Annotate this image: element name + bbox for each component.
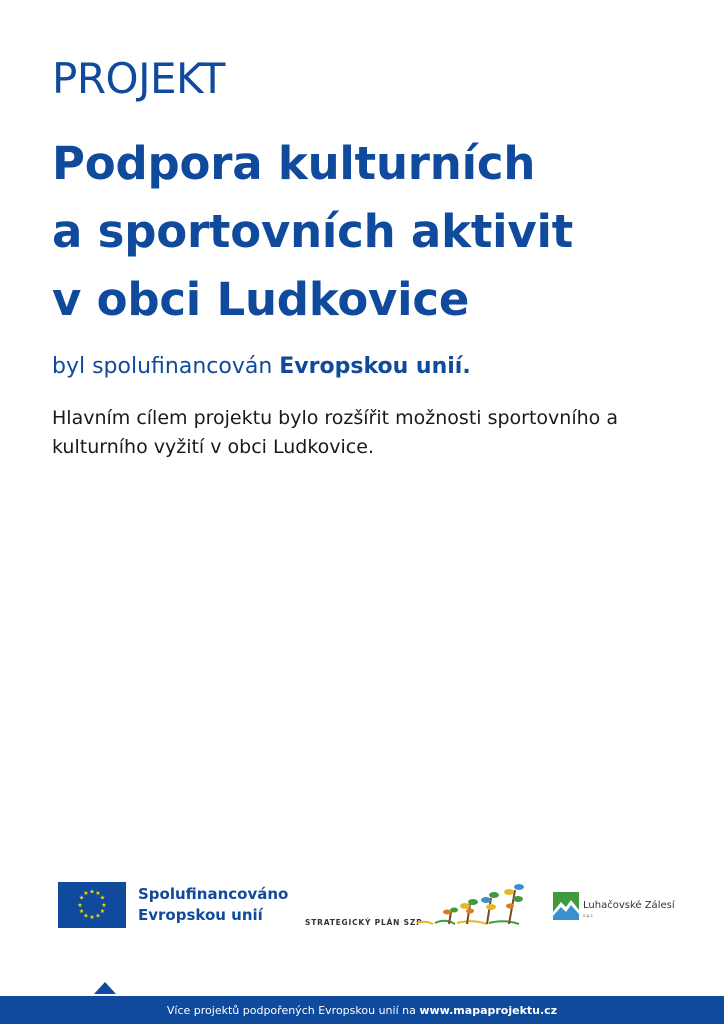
- mas-subtitle: o.p.s.: [583, 913, 594, 918]
- svg-text:★: ★: [99, 894, 106, 902]
- szp-logo: [305, 880, 531, 930]
- title-line-3: v obci Ludkovice: [52, 273, 470, 326]
- footer-link[interactable]: www.mapaprojektu.cz: [419, 1004, 558, 1017]
- mas-logo: [553, 892, 678, 922]
- project-title: [52, 130, 692, 334]
- funding-statement: [52, 354, 471, 380]
- footer-notch: [94, 982, 116, 994]
- svg-text:★: ★: [99, 908, 106, 915]
- szp-label: STRATEGICKÝ PLÁN SZP: [305, 918, 423, 927]
- funding-statement-prefix: byl spolufinancován: [52, 354, 273, 379]
- svg-text:★: ★: [83, 912, 89, 920]
- project-description: Hlavním cílem projektu bylo rozšířit možnosti sportovního a kulturního vyžití v obci Ludkovice.: [52, 407, 618, 458]
- eu-stars-icon: [58, 882, 126, 928]
- svg-text:★: ★: [95, 890, 101, 897]
- project-label: PROJEKT: [52, 54, 225, 103]
- title-line-2: a sportovních aktivit: [52, 205, 574, 258]
- mas-mountain-icon: [553, 892, 579, 920]
- funding-statement-emphasis: Evropskou unií.: [279, 354, 471, 379]
- svg-text:★: ★: [101, 902, 107, 909]
- plants-icon: [415, 880, 531, 930]
- svg-text:★: ★: [78, 908, 85, 915]
- title-line-1: Podpora kulturních: [52, 137, 536, 190]
- footer-text: Více projektů podpořených Evropskou unií na: [166, 1004, 416, 1017]
- mas-name: Luhačovské Zálesí: [583, 900, 675, 911]
- eu-label-line-1: Spolufinancováno: [138, 885, 289, 903]
- svg-text:★: ★: [89, 888, 95, 896]
- svg-text:★: ★: [89, 914, 95, 921]
- svg-text:★: ★: [95, 912, 101, 920]
- footer-bar: [0, 996, 724, 1024]
- svg-text:★: ★: [83, 890, 89, 897]
- svg-text:★: ★: [77, 902, 83, 909]
- eu-flag-icon: [58, 882, 126, 928]
- eu-label-line-2: Evropskou unií: [138, 906, 263, 924]
- eu-cofinanced-label: [138, 884, 288, 926]
- svg-text:★: ★: [78, 894, 85, 902]
